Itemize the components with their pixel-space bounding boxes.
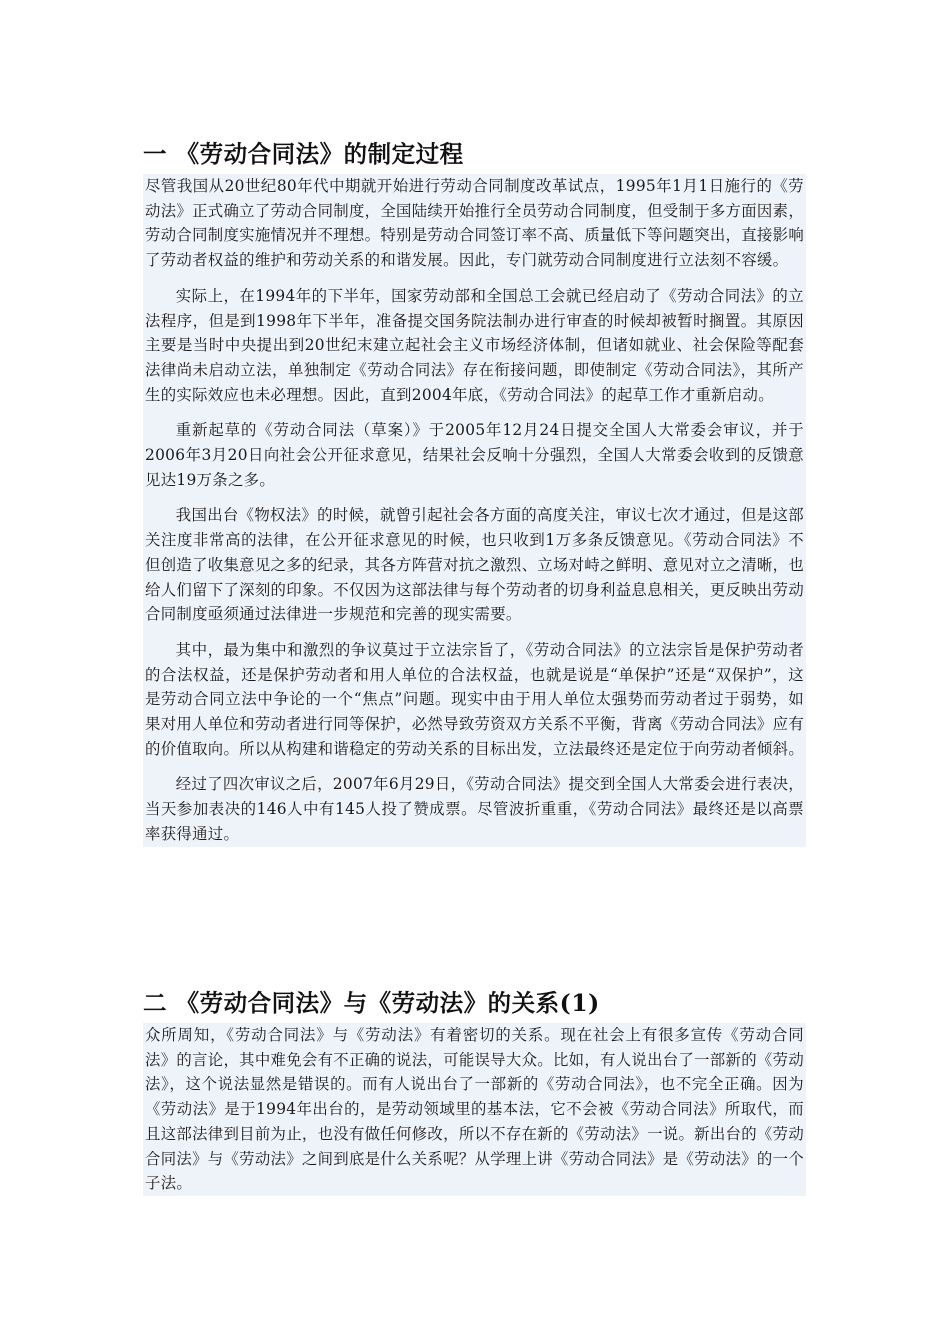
paragraph: 其中，最为集中和激烈的争议莫过于立法宗旨了，《劳动合同法》的立法宗旨是保护劳动者的合法权益，还是保护劳动者和用人单位的合法权益，也就是说是“单保护”还是“双保护”，这是劳动合同立法中争论的一个“焦点”问题。现实中由于用人单位太强势而劳动者过于弱势，如果对用人单位和劳动者进行同等保护，必然导致劳资双方关系不平衡，背离《劳动合同法》应有的价值取向。所以从构建和谐稳定的劳动关系的目标出发，立法最终还是定位于向劳动者倾斜。 — [145, 640, 805, 758]
paragraph: 经过了四次审议之后，2007年6月29日，《劳动合同法》提交到全国人大常委会进行表决，当天参加表决的146人中有145人投了赞成票。尽管波折重重，《劳动合同法》最终还是以高票率获得通过。 — [145, 775, 804, 843]
paragraph: 实际上，在1994年的下半年，国家劳动部和全国总工会就已经启动了《劳动合同法》的立法程序，但是到1998年下半年，准备提交国务院法制办进行审查的时候却被暂时搁置。其原因主要是当时中央提出到20世纪末建立起社会主义市场经济体制，但诸如就业、社会保险等配套法律尚未启动立法，单独制定《劳动合同法》存在衔接问题，即使制定《劳动合同法》，其所产生的实际效应也未必理想。因此，直到2004年底，《劳动合同法》的起草工作才重新启动。 — [145, 286, 804, 404]
section-heading: 二 《劳动合同法》与《劳动法》的关系(1) — [143, 989, 600, 1017]
section-body — [143, 174, 806, 847]
paragraph: 尽管我国从20世纪80年代中期就开始进行劳动合同制度改革试点，1995年1月1日施行的《劳动法》正式确立了劳动合同制度，全国陆续开始推行全员劳动合同制度，但受制于多方面因素，劳动合同制度实施情况并不理想。特别是劳动合同签订率不高、质量低下等问题突出，直接影响了劳动者权益的维护和劳动关系的和谐发展。因此，专门就劳动合同制度进行立法刻不容缓。 — [145, 177, 805, 270]
section-relationship — [143, 983, 806, 1196]
paragraph: 众所周知，《劳动合同法》与《劳动法》有着密切的关系。现在社会上有很多宣传《劳动合同法》的言论，其中难免会有不正确的说法，可能误导大众。比如，有人说出台了一部新的《劳动法》，这个说法显然是错误的。而有人说出台了一部新的《劳动合同法》，也不完全正确。因为《劳动法》是于1994年出台的，是劳动领域里的基本法，它不会被《劳动合同法》所取代，而且这部法律到目前为止，也没有做任何修改，所以不存在新的《劳动法》一说。新出台的《劳动合同法》与《劳动法》之间到底是什么关系呢？从学理上讲《劳动合同法》是《劳动法》的一个子法。 — [145, 1026, 805, 1193]
section-heading: 一 《劳动合同法》的制定过程 — [143, 140, 464, 168]
section-body — [143, 1023, 806, 1196]
paragraph: 重新起草的《劳动合同法（草案）》于2005年12月24日提交全国人大常委会审议，并于2006年3月20日向社会公开征求意见，结果社会反响十分强烈，全国人大常委会收到的反馈意见达19万条之多。 — [145, 421, 804, 489]
paragraph: 我国出台《物权法》的时候，就曾引起社会各方面的高度关注，审议七次才通过，但是这部关注度非常高的法律，在公开征求意见的时候，也只收到1万多条反馈意见。《劳动合同法》不但创造了收集意见之多的纪录，其各方阵营对抗之激烈、立场对峙之鲜明、意见对立之清晰，也给人们留下了深刻的印象。不仅因为这部法律与每个劳动者的切身利益息息相关，更反映出劳动合同制度亟须通过法律进一步规范和完善的现实需要。 — [145, 506, 805, 624]
section-drafting-process — [143, 134, 806, 847]
